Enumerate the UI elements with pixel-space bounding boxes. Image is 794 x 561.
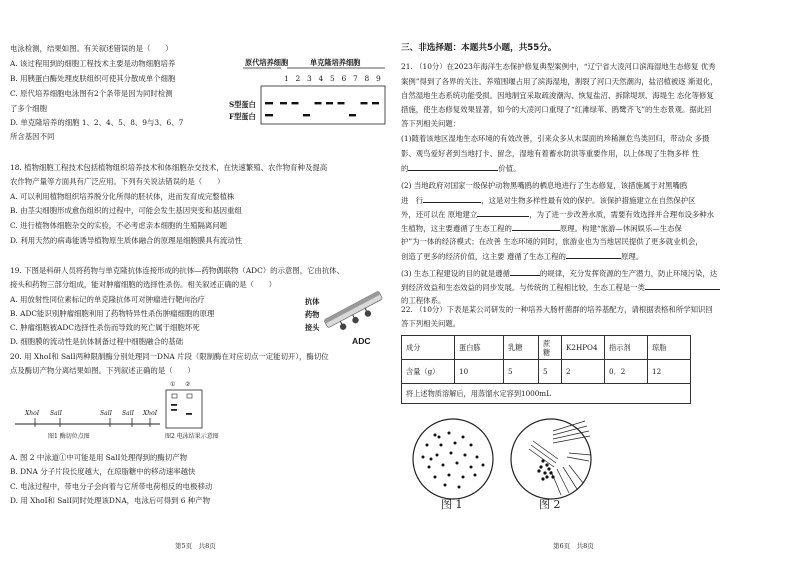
site-xho-2: XhoⅠ xyxy=(143,410,158,417)
table-cell: 10 xyxy=(455,360,504,384)
table-row-label: 含量（g） xyxy=(402,360,455,384)
q21-part2-text-i: 创造了更多的经济价值，这主要 遵循了生态工程的 xyxy=(401,252,566,261)
gel-box xyxy=(261,86,385,124)
fig2-caption: 图2 电泳结果示意图 xyxy=(165,433,219,440)
adc-diagram xyxy=(318,283,390,341)
gel-lane-number: 5 xyxy=(330,74,335,83)
q21-line-2: 案例”得到了各界的关注。养殖围堰占用了滨海湿地，割裂了河口天然潮沟，盐沼植被逐 渐退化， xyxy=(401,77,718,86)
colony-dot xyxy=(541,459,544,462)
q21-part2-text-f: 生植物，这主要遵循了生态工程的 xyxy=(401,224,512,233)
gel-lane-number: 9 xyxy=(376,74,381,83)
q17-option-d: D. 单克隆培养的细胞 1、2、4、5、8、9与3、6、7 xyxy=(10,118,184,127)
q21-line-4: 措施，使生态修复效果显著，如今的大凌河口重现了“红滩绿苇、鸥鹭齐飞”的生态景观。据此回 xyxy=(401,105,712,114)
colony-dot xyxy=(448,432,451,435)
q21-part2-text-d: 外，还可以在 原地建立 xyxy=(401,210,478,219)
q21-line-3: 自然湿地生态系统功能受损。因地制宜采取疏浚潮沟、恢复盐沼、拆除堤坝、海堤生 态化等修复 xyxy=(401,91,714,100)
colony-dot xyxy=(430,458,433,461)
q21-part1: (1)随着该地区湿地生态环境的有效改善，引来众多从未谋面的珍稀濒危鸟类回归，带动众 多摄 xyxy=(401,134,710,143)
q21-part1-cont: 影、观鸟爱好者到当地打卡、留念，湿地有着蓄水防洪等重要作用，以上体现了生物多样 性 xyxy=(401,149,699,158)
petri-dish-2 xyxy=(503,413,603,505)
gel-band xyxy=(349,114,356,116)
q20-option-c: C. 电泳过程中，带电分子会向着与它所带电荷相反的电极移动 xyxy=(10,482,213,491)
q20-option-d: D. 用 XhoⅠ和 SalⅠ同时处理该DNA，电泳后可得到 6 种产物 xyxy=(10,496,210,505)
table-note-row xyxy=(402,384,691,404)
answer-blank-4[interactable] xyxy=(512,223,560,231)
q21-part2-line5: 护”为一体的经济模式；在改善 生态环境的同时，旅游业也为当地居民提供了更多就业机会， xyxy=(401,237,703,246)
well-label-2: ② xyxy=(185,381,191,388)
site-sal-1: SalⅠ xyxy=(50,410,62,417)
answer-blank-2[interactable] xyxy=(423,195,481,203)
answer-blank-6[interactable] xyxy=(510,268,540,276)
adc-antibody-label: 抗体 xyxy=(305,297,320,306)
site-sal-3: SalⅠ xyxy=(122,410,134,417)
site-xho-1: XhoⅠ xyxy=(25,410,40,417)
colony-dot xyxy=(539,465,542,468)
q21-part1-end xyxy=(401,163,521,174)
q21-part3-text-c: 到经济效益和生态效益的同步发展。与传统的工程相比较，生态工程是一类 xyxy=(401,283,645,292)
colony-dot xyxy=(448,474,451,477)
colony-dot xyxy=(462,436,465,439)
gel-band xyxy=(265,114,273,116)
table-note: 将上述物质溶解后，用蒸馏水定容到1000mL xyxy=(402,384,691,404)
q21-part3-line2 xyxy=(401,282,720,293)
fig-2-label: 图 2 xyxy=(539,498,561,511)
q21-part3 xyxy=(401,268,717,279)
table-head-cell: K2HPO4 xyxy=(562,336,605,360)
petri-dish-1 xyxy=(405,415,505,507)
q18-option-d: D. 利用天然的病毒能诱导植物原生质体融合的原理是细胞膜具有流动性 xyxy=(10,236,243,245)
table-row xyxy=(402,360,691,384)
answer-blank-7[interactable] xyxy=(645,282,720,290)
q22-stem: 22. （10分）下表是某公司研发的一种培养大肠杆菌群的培养基配方，请根据表格和所学知识回 xyxy=(401,305,713,314)
colony-dot xyxy=(543,471,546,474)
fig1-caption: 图1 酶切位点图 xyxy=(48,433,90,440)
colony-dot xyxy=(440,444,443,447)
q22-stem-cont: 答下列相关问题。 xyxy=(401,319,461,328)
colony-dot xyxy=(434,434,437,437)
table-head-cell: 蔗糖 xyxy=(539,336,562,360)
q21-part3-end: 的工程体系。 xyxy=(401,296,446,305)
colony-dot xyxy=(474,474,477,477)
colony-dot xyxy=(462,476,465,479)
q21-part2-text-j: 原理。 xyxy=(620,252,644,261)
answer-blank-3[interactable] xyxy=(477,209,529,217)
q18-stem: 18. 植物细胞工程技术包括植物组织培养技术和体细胞杂交技术，在快速繁殖、农作物育种及提高 xyxy=(10,163,328,172)
q21-part1-prefix: 的 xyxy=(401,164,409,173)
colony-dot xyxy=(444,484,447,487)
medium-table xyxy=(401,335,691,404)
q21-part2-text-c: ，这是对生物多样性最有效的保护。该保护措施建立在自然保护区 xyxy=(481,196,696,205)
table-head-cell: 蛋白胨 xyxy=(455,336,504,360)
gel-band xyxy=(280,102,287,104)
colony-dot xyxy=(464,454,467,457)
q19-stem: 19. 下图是科研人员将药物与单克隆抗体连接形成的抗体—药物偶联物（ADC）的示意图，它由抗体、 xyxy=(10,266,345,275)
gel-lane-number: 4 xyxy=(318,74,324,83)
colony-dot xyxy=(470,444,473,447)
gel-lane-number: 8 xyxy=(364,74,370,83)
table-cell: 0．2 xyxy=(605,360,648,384)
colony-dot xyxy=(436,454,439,457)
table-head-cell: 乳糖 xyxy=(504,336,539,360)
q18-option-c: C. 进行植物体细胞杂交的实验，不必考虑亲本细胞的生殖隔离问题 xyxy=(10,221,228,230)
gel-band xyxy=(338,102,345,104)
answer-blank-5[interactable] xyxy=(566,251,621,259)
q21-part2-line4 xyxy=(401,223,682,234)
q21-part3-text-a: (3) 生态工程建设的目的就是遵循 xyxy=(401,269,510,278)
q21-part2-line2 xyxy=(401,195,696,206)
colony-dot xyxy=(442,464,445,467)
q21-part2-line3 xyxy=(401,209,714,220)
q20-option-a: A. 图 2 中泳道①中可能是用 SalⅠ处理得到的酶切产物 xyxy=(10,453,187,462)
drug-icon xyxy=(339,322,348,331)
table-cell: 2 xyxy=(562,360,605,384)
q18-option-b: B. 由茎尖细胞形成愈伤组织的过程中，可能会发生基因突变和基因重组 xyxy=(10,206,242,215)
q17-option-b: B. 用胰蛋白酶处理皮肤组织可使其分散成单个细胞 xyxy=(10,74,176,83)
q20-stem-cont: 点及酶切产物分离结果如图。下列叙述正确的是（ ） xyxy=(10,366,195,375)
q19-option-b: B. ADC能识别肿瘤细胞利用了药物特异性杀伤肿瘤细胞的原理 xyxy=(10,309,215,318)
gel-title-primary: 原代培养细胞 xyxy=(245,58,289,67)
colony-dot xyxy=(428,466,431,469)
gel-lane-number: 2 xyxy=(295,74,301,83)
colony-dot xyxy=(454,442,457,445)
q21-part2-text-b: 进 行 xyxy=(401,196,424,205)
colony-dot xyxy=(537,469,540,472)
colony-dot xyxy=(470,466,473,469)
table-header-row xyxy=(402,336,691,360)
gel-band xyxy=(372,102,379,104)
section-heading: 三、非选择题：本题共5小题，共55分。 xyxy=(401,43,557,53)
q21-part2-text-e: ，为了进一步改善水质，需要有效选择并合理布设多种水 xyxy=(529,210,715,219)
gel-lane-number: 1 xyxy=(284,74,289,83)
q21-line-1: 21. （10分）在2023年海洋生态保护修复典型案例中，“辽宁省大凌河口滨海湿地生态修复 优秀 xyxy=(401,62,716,71)
right-footer: 第6页 共8页 xyxy=(553,542,594,550)
dish-rim xyxy=(413,419,493,499)
q20-option-b: B. DNA 分子片段长度越大，在琼脂糖中的移动速率越快 xyxy=(10,467,196,476)
q17-option-d-cont: 所含基因不同 xyxy=(10,132,55,141)
gel-title-clone: 单克隆培养细胞 xyxy=(310,58,361,67)
gel-lane-number: 6 xyxy=(341,74,347,83)
adc-label: ADC xyxy=(352,336,371,346)
colony-dot xyxy=(476,456,479,459)
fig-1-label: 图 1 xyxy=(441,498,463,511)
left-footer: 第5页 共8页 xyxy=(175,542,216,550)
colony-dot xyxy=(541,477,544,480)
table-head-cell: 指示剂 xyxy=(605,336,648,360)
gel-lane-number: 7 xyxy=(353,74,358,83)
q17-option-a: A. 该过程用到的细胞工程技术主要是动物细胞培养 xyxy=(10,59,176,68)
adc-drug-label: 药物 xyxy=(305,310,320,319)
colony-dot xyxy=(549,471,552,474)
table-head-cell: 成分 xyxy=(402,336,455,360)
table-cell: 5 xyxy=(539,360,562,384)
colony-dot xyxy=(434,476,437,479)
colony-dot xyxy=(426,444,429,447)
colony-dot xyxy=(545,463,548,466)
q21-part2: (2) 当地政府对国家一级保护动物黑嘴鸥的栖息地进行了生态修复，该措施属于对黑嘴鸥 xyxy=(401,181,688,190)
colony-dot xyxy=(482,464,485,467)
well-label-1: ① xyxy=(170,381,176,388)
q21-part3-text-b: 的规律，充分发挥资源的生产潜力，防止环境污染，达 xyxy=(539,269,718,278)
q18-option-a: A. 可以利用植物组织培养脱分化所得的胚状体，进而发育成完整植株 xyxy=(10,192,235,201)
table-cell: 12 xyxy=(648,360,691,384)
table-head-cell: 琼脂 xyxy=(648,336,691,360)
site-sal-2: SalⅠ xyxy=(100,410,112,417)
q17-option-c: C. 原代培养细胞电泳图有2个条带是因为同时检测 xyxy=(10,89,173,98)
adc-linker-label: 接头 xyxy=(305,323,320,332)
colony-dot xyxy=(545,475,548,478)
colony-dot xyxy=(450,452,453,455)
gel-band xyxy=(292,102,299,104)
q21-part1-suffix: 价值。 xyxy=(498,164,521,173)
colony-dot xyxy=(458,486,461,489)
q21-line-5: 答下列相关问题： xyxy=(401,119,461,128)
q18-stem-cont: 农作物产量等方面具有广泛应用。下列有关说法错误的是（ ） xyxy=(10,177,225,186)
colony-dot xyxy=(547,467,550,470)
colony-dot xyxy=(456,462,459,465)
q17-option-c-cont: 了多个细胞 xyxy=(10,104,47,113)
q19-option-d: D. 细胞膜的流动性是抗体制备过程中细胞融合的基础 xyxy=(10,337,183,346)
gel-band xyxy=(303,114,310,116)
gel-lane-number: 3 xyxy=(307,74,312,83)
answer-blank-1[interactable] xyxy=(408,163,498,171)
gel-band xyxy=(171,404,177,406)
gel-row-s-label: S型蛋白 xyxy=(229,100,256,109)
q21-part2-text-g: 原理。构建“旅游—休闲娱乐—生态保 xyxy=(559,224,682,233)
gel-band xyxy=(326,102,333,104)
q21-part2-line6 xyxy=(401,251,643,262)
colony-dot xyxy=(551,475,554,478)
table-cell: 5 xyxy=(504,360,539,384)
q19-option-a: A. 用放射性同位素标记的单克隆抗体可对肿瘤进行靶向治疗 xyxy=(10,295,205,304)
gel-row-f-label: F型蛋白 xyxy=(229,112,256,121)
gel-band xyxy=(315,102,322,104)
colony-dot xyxy=(438,436,441,439)
q19-stem-cont: 接头和药物三部分组成，能对肿瘤细胞的选择性杀伤。相关叙述正确的是（ ） xyxy=(10,280,277,289)
q19-option-c: C. 肿瘤细胞被ADC选择性杀伤而导致的死亡属于细胞坏死 xyxy=(10,323,200,332)
q17-tail: 电泳检测，结果如图。有关叙述错误的是（ ） xyxy=(10,44,173,53)
gel-band xyxy=(361,102,368,104)
colony-dot xyxy=(422,456,425,459)
q20-stem: 20. 用 XhoⅠ和 SalⅠ两种限制酶分别处理同一DNA 片段（限制酶在对应切点一定能切开），酶切位 xyxy=(10,352,329,361)
gel-band xyxy=(265,102,273,104)
